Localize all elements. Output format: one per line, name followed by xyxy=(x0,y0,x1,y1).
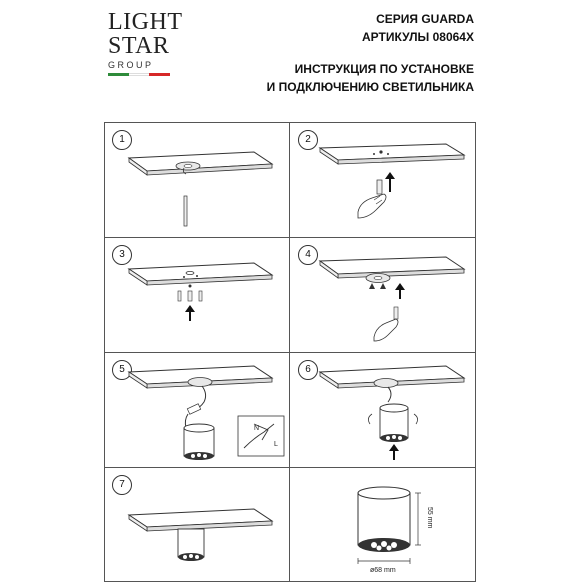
step-2-badge: 2 xyxy=(298,130,318,150)
step-6-badge: 6 xyxy=(298,360,318,380)
step-4-badge: 4 xyxy=(298,245,318,265)
dimension-diameter-label: ø68 mm xyxy=(370,567,396,574)
instruction-grid xyxy=(104,122,476,582)
logo-line-star: STAR xyxy=(108,33,170,59)
logo-line-group: GROUP xyxy=(108,60,154,70)
step-4-illustration xyxy=(290,237,476,352)
instruction-title-line2: И ПОДКЛЮЧЕНИЮ СВЕТИЛЬНИКА xyxy=(266,80,474,94)
italian-flag-stripe xyxy=(108,73,170,76)
step-1-badge: 1 xyxy=(112,130,132,150)
dimension-height-label: 55 mm xyxy=(426,507,433,529)
instruction-title-line1: ИНСТРУКЦИЯ ПО УСТАНОВКЕ xyxy=(294,62,474,76)
step-5-illustration xyxy=(104,352,289,467)
step-3-illustration xyxy=(104,237,289,352)
dimensions-illustration xyxy=(290,467,476,582)
step-2-illustration xyxy=(290,122,476,237)
step-7-illustration xyxy=(104,467,289,582)
series-name: СЕРИЯ GUARDA xyxy=(376,12,474,26)
brand-logo xyxy=(108,9,183,80)
step-6-illustration xyxy=(290,352,476,467)
step-7-badge: 7 xyxy=(112,475,132,495)
step-1-illustration xyxy=(104,122,289,237)
step-3-badge: 3 xyxy=(112,245,132,265)
step-5-badge: 5 xyxy=(112,360,132,380)
logo-line-light: LIGHT xyxy=(108,9,183,35)
wiring-label-neutral: N xyxy=(254,425,260,432)
wiring-label-live: L xyxy=(274,441,278,448)
article-numbers: АРТИКУЛЫ 08064X xyxy=(362,30,474,44)
